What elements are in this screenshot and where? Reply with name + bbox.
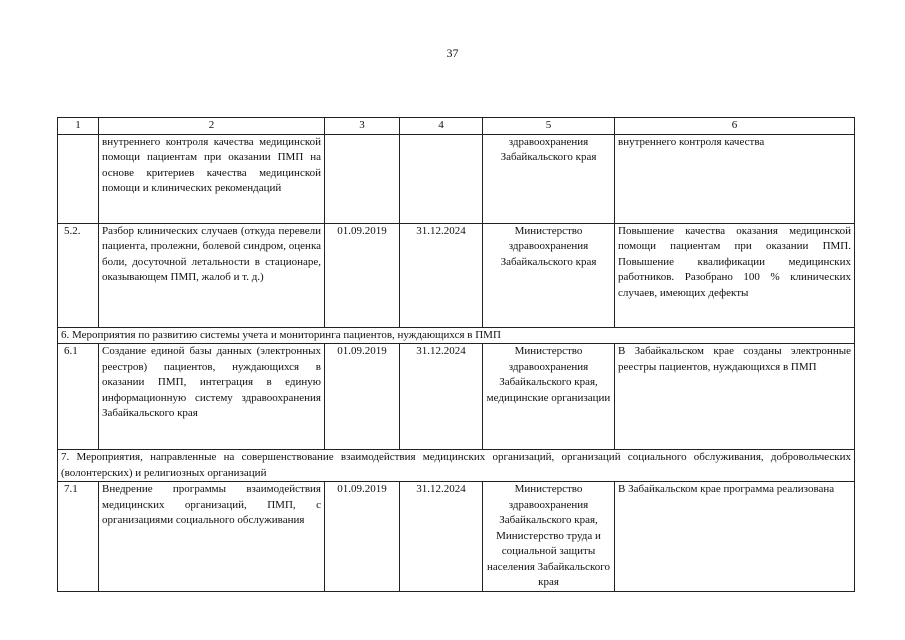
section-title: 6. Мероприятия по развитию системы учета и мониторинга пациентов, нуждающихся в ПМП	[58, 327, 855, 344]
column-header: 2	[99, 118, 325, 135]
row-number: 6.1	[58, 344, 99, 450]
measure-name: Внедрение программы взаимодействия медицинских организаций, ПМП, с организациями социального обслуживания	[99, 482, 325, 592]
start-date: 01.09.2019	[325, 223, 400, 327]
section-heading-row	[58, 327, 855, 344]
end-date: 31.12.2024	[400, 344, 483, 450]
expected-result: Повышение качества оказания медицинской помощи пациентам при оказании ПМП. Повышение квалификации медицинских работников. Разобрано 100 % клинических случаев, имеющих дефекты	[615, 223, 855, 327]
responsible: Министерство здравоохранения Забайкальского края, медицинские организации	[483, 344, 615, 450]
expected-result: внутреннего контроля качества	[615, 134, 855, 223]
end-date	[400, 134, 483, 223]
row-number: 7.1	[58, 482, 99, 592]
measure-name: Создание единой базы данных (электронных реестров) пациентов, нуждающихся в оказании ПМП, интеграция в единую информационную систему здравоохранения Забайкальского края	[99, 344, 325, 450]
column-header: 3	[325, 118, 400, 135]
row-number: 5.2.	[58, 223, 99, 327]
column-header: 4	[400, 118, 483, 135]
measures-table	[57, 117, 855, 592]
section-title: 7. Мероприятия, направленные на совершенствование взаимодействия медицинских организаций, организаций социального обслуживания, добровольческих (волонтерских) и религиозных организаций	[58, 450, 855, 482]
row-number	[58, 134, 99, 223]
table-row	[58, 482, 855, 592]
table-header-row	[58, 118, 855, 135]
expected-result: В Забайкальском крае созданы электронные реестры пациентов, нуждающихся в ПМП	[615, 344, 855, 450]
table-row	[58, 344, 855, 450]
measure-name: Разбор клинических случаев (откуда перевели пациента, пролежни, болевой синдром, оценка боли, досуточной летальности в стационаре, оказывающем ПМП, жалоб и т. д.)	[99, 223, 325, 327]
start-date	[325, 134, 400, 223]
responsible: Министерство здравоохранения Забайкальского края	[483, 223, 615, 327]
table-row-continued	[58, 134, 855, 223]
section-heading-row	[58, 450, 855, 482]
responsible: здравоохранения Забайкальского края	[483, 134, 615, 223]
measure-name: внутреннего контроля качества медицинской помощи пациентам при оказании ПМП на основе критериев качества медицинской помощи и клинических рекомендаций	[99, 134, 325, 223]
expected-result: В Забайкальском крае программа реализована	[615, 482, 855, 592]
responsible: Министерство здравоохранения Забайкальского края, Министерство труда и социальной защиты населения Забайкальского края	[483, 482, 615, 592]
page-number: 37	[446, 46, 459, 60]
end-date: 31.12.2024	[400, 482, 483, 592]
start-date: 01.09.2019	[325, 344, 400, 450]
end-date: 31.12.2024	[400, 223, 483, 327]
column-header: 1	[58, 118, 99, 135]
table-row	[58, 223, 855, 327]
column-header: 6	[615, 118, 855, 135]
column-header: 5	[483, 118, 615, 135]
start-date: 01.09.2019	[325, 482, 400, 592]
